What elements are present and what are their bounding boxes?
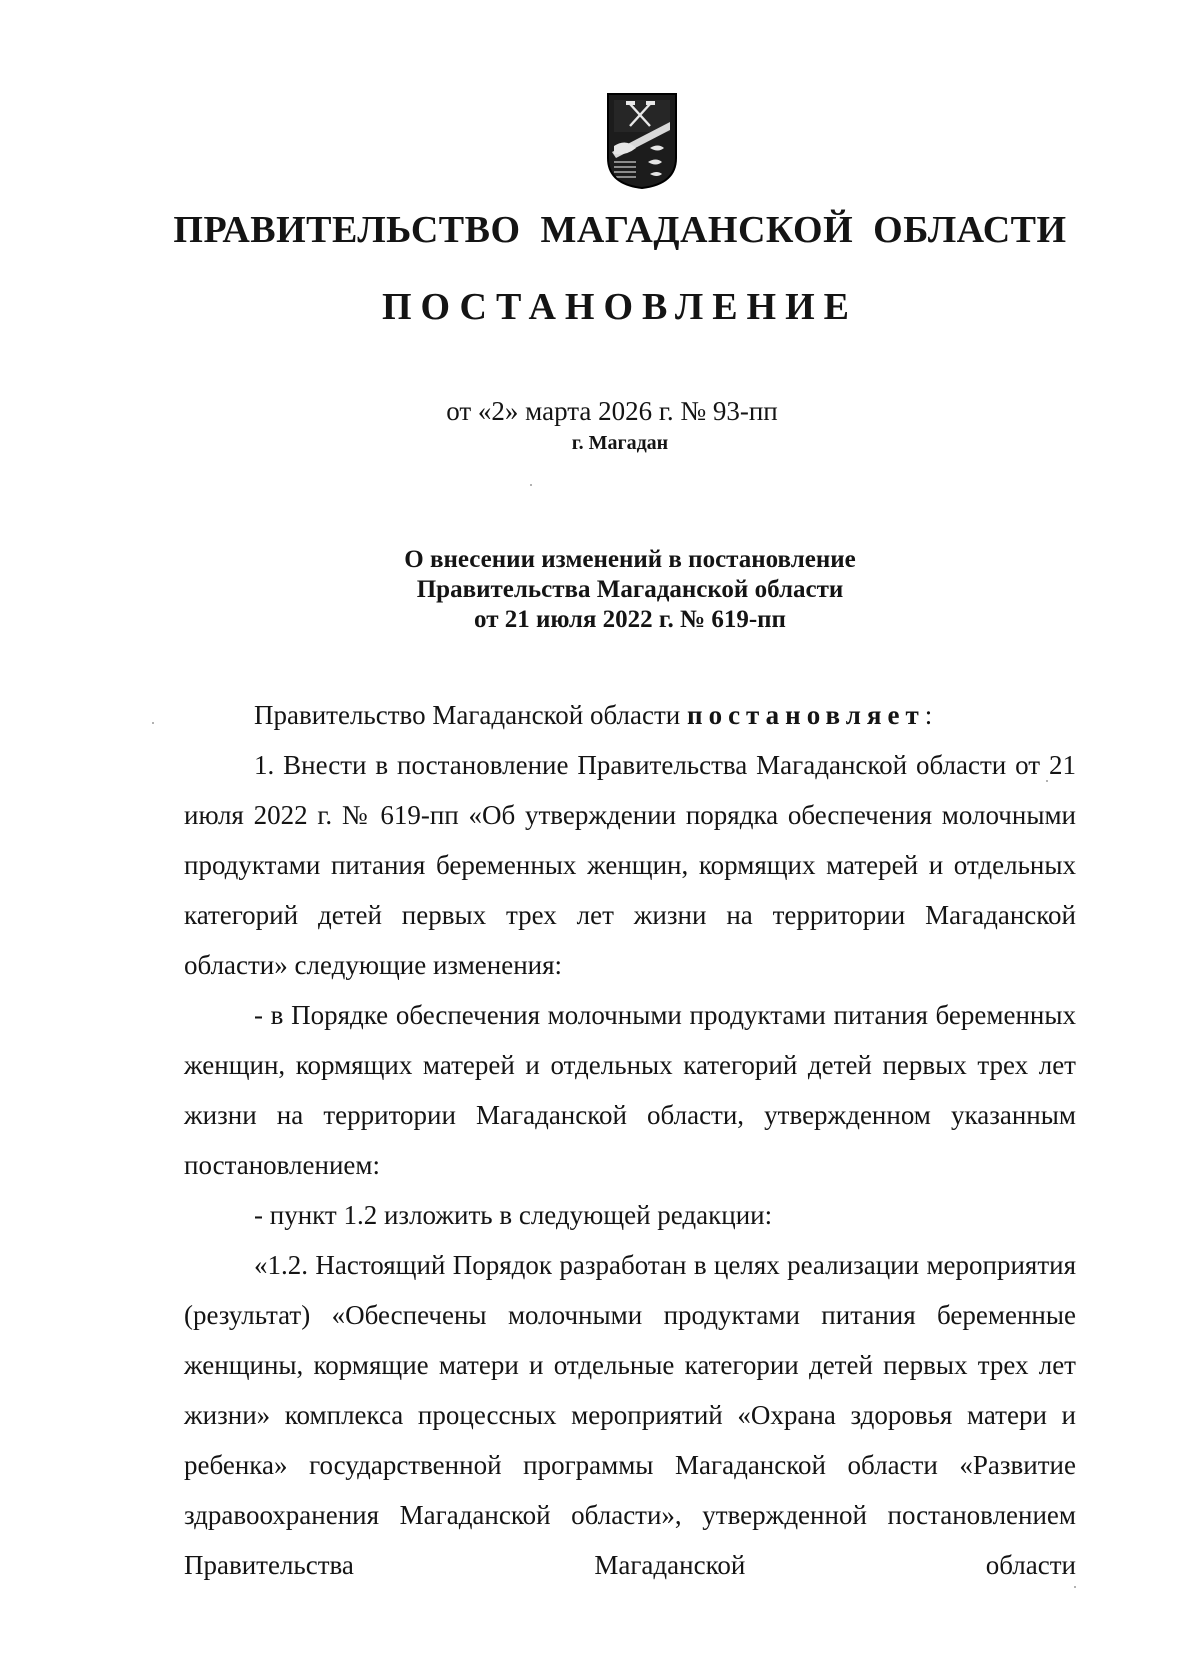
enacting-colon: :	[924, 700, 933, 730]
government-title: ПРАВИТЕЛЬСТВО МАГАДАНСКОЙ ОБЛАСТИ	[173, 209, 1067, 251]
enacting-keyword: постановляет	[687, 700, 925, 730]
magadan-oblast-coat-of-arms-icon	[606, 92, 678, 190]
paragraph-1: 1. Внести в постановление Правительства Магаданской области от 21 июля 2022 г. № 619-пп «Об утверждении порядка обеспечения молочными продуктами питания беременных женщин, кормящих матерей и отдельных категорий детей первых трех лет жизни на территории Магаданской области» следующие изменения:	[184, 750, 1076, 980]
heading-line: Правительства Магаданской области	[416, 576, 844, 603]
heading-line: О внесении изменений в постановление	[404, 546, 856, 573]
scan-speck	[1074, 1586, 1076, 1588]
document-heading	[0, 545, 1200, 635]
document-type-title: ПОСТАНОВЛЕНИЕ	[381, 286, 859, 328]
enacting-text: Правительство Магаданской области	[254, 700, 688, 730]
paragraph-4: «1.2. Настоящий Порядок разработан в целях реализации мероприятия (результат) «Обеспечены молочными продуктами питания беременные женщины, кормящие матери и отдельные категории детей первых трех лет жизни» комплекса процессных мероприятий «Охрана здоровья матери и ребенка» государственной программы Магаданской области «Развитие здравоохранения Магаданской области», утвержденной постановлением Правительства Магаданской области	[184, 1250, 1076, 1580]
scan-speck	[530, 484, 532, 486]
heading-line: от 21 июля 2022 г. № 619-пп	[474, 606, 786, 633]
scan-speck	[1046, 780, 1048, 782]
paragraph-2: - в Порядке обеспечения молочными продуктами питания беременных женщин, кормящих матерей и отдельных категорий детей первых трех лет жизни на территории Магаданской области, утвержденном указанным постановлением:	[184, 1000, 1076, 1180]
scan-speck	[152, 722, 154, 724]
enacting-clause	[184, 690, 1076, 740]
paragraph-3: - пункт 1.2 изложить в следующей редакции:	[254, 1200, 773, 1230]
document-city: г. Магадан	[571, 432, 669, 454]
document-date-number: от «2» марта 2026 г. № 93-пп	[446, 396, 778, 426]
